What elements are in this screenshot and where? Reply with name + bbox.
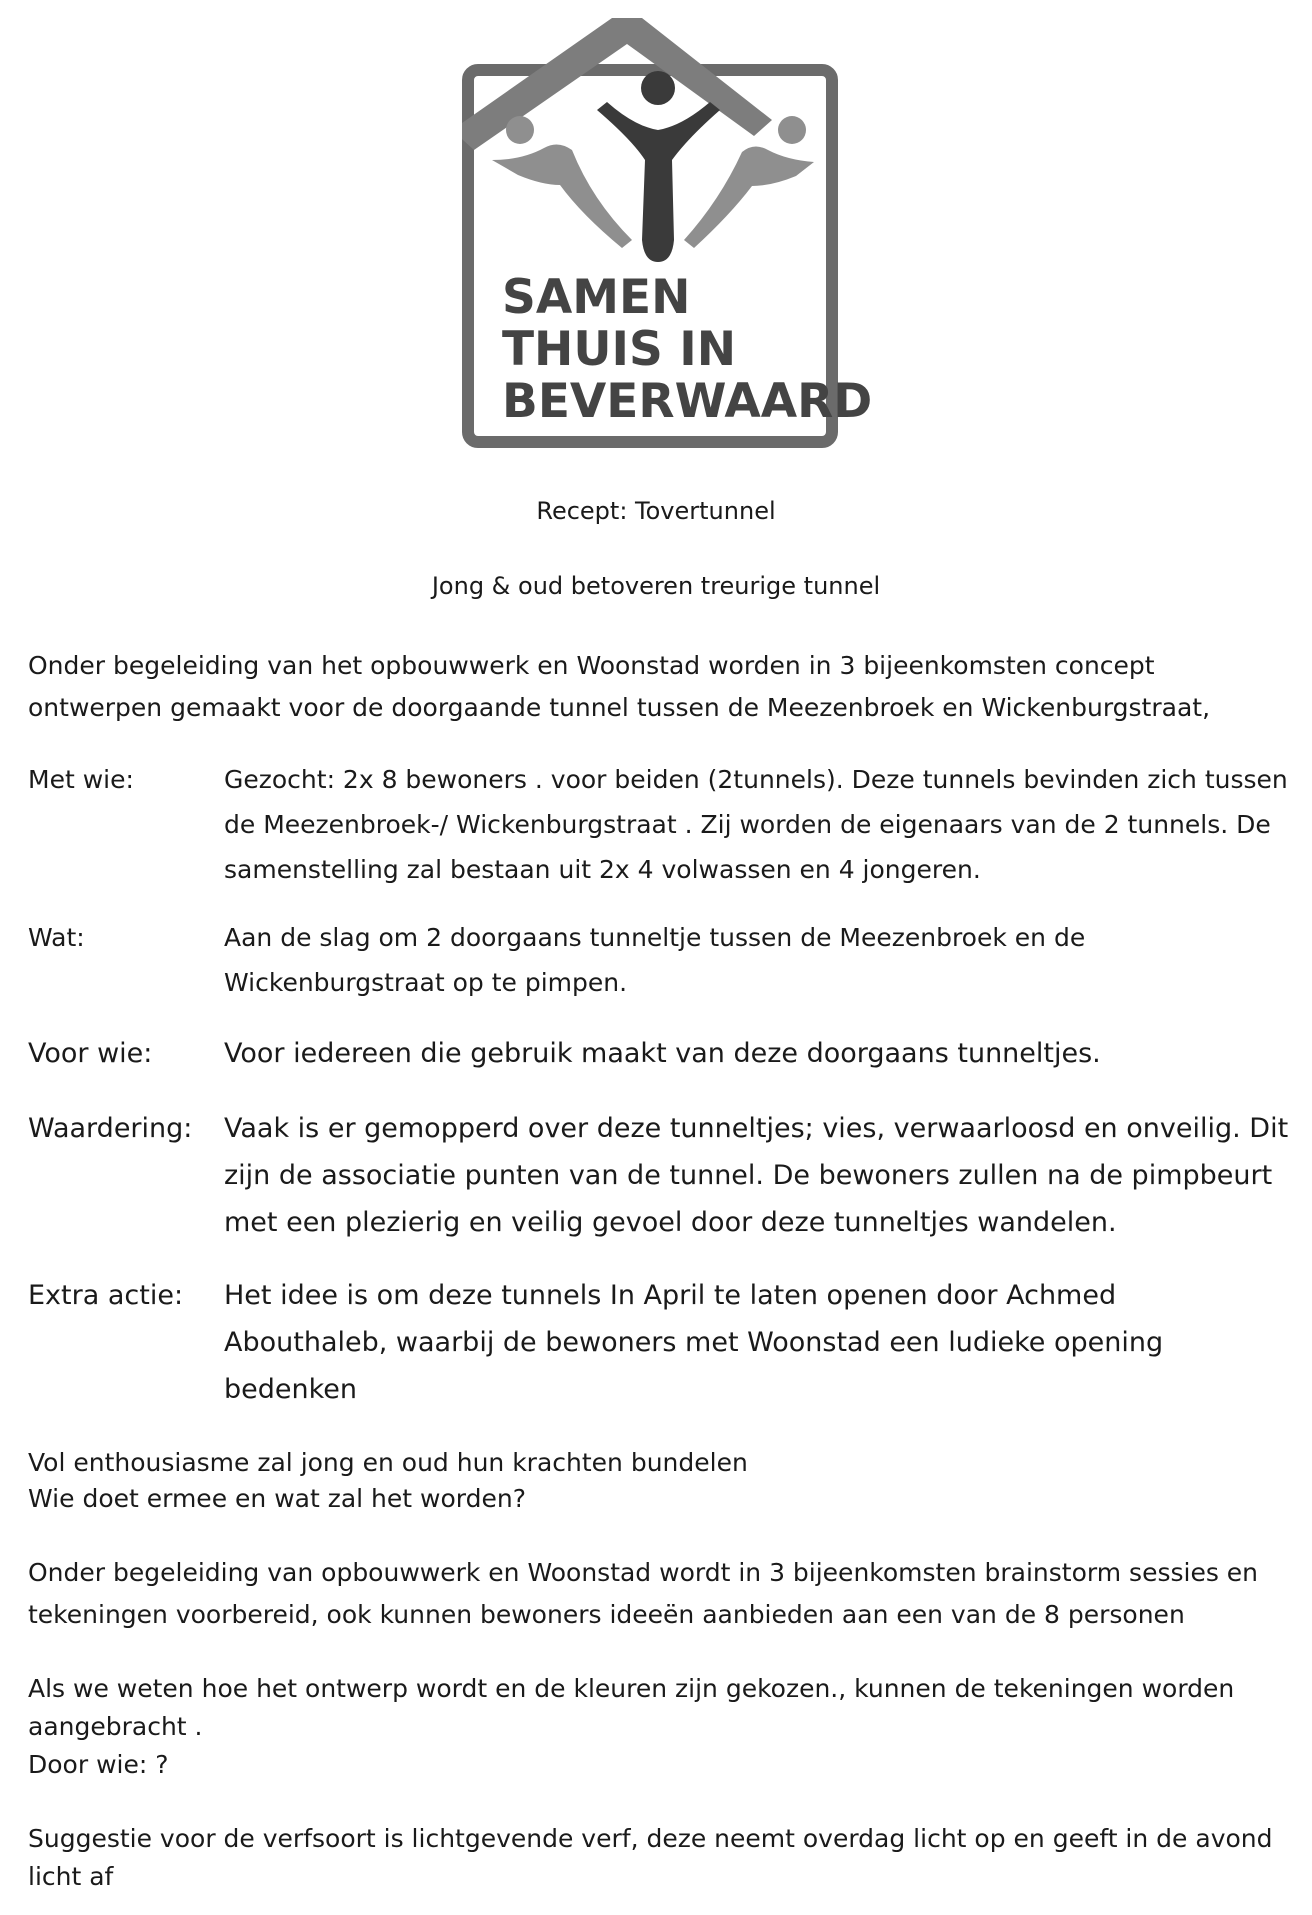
- samen-thuis-in-beverwaard-logo: [462, 10, 873, 450]
- detail-label: Waardering:: [28, 1113, 193, 1144]
- detail-line: Het idee is om deze tunnels In April te laten openen door Achmed: [224, 1280, 1117, 1311]
- detail-line: Abouthaleb, waarbij de bewoners met Woonstad een ludieke opening: [224, 1327, 1164, 1358]
- closing-paragraph: [28, 1552, 1288, 1636]
- detail-label: Wat:: [28, 923, 85, 952]
- detail-line: Wickenburgstraat op te pimpen.: [224, 968, 628, 997]
- detail-text: [224, 757, 1288, 892]
- detail-line: samenstelling zal bestaan uit 2x 4 volwassen en 4 jongeren.: [224, 855, 981, 884]
- detail-label: Met wie:: [28, 765, 134, 794]
- detail-text: [224, 1272, 1163, 1413]
- detail-text: [224, 1030, 1101, 1077]
- detail-line: Voor iedereen die gebruik maakt van deze doorgaans tunneltjes.: [224, 1038, 1101, 1069]
- logo-line: SAMEN: [502, 270, 691, 325]
- paragraph-line: Vol enthousiasme zal jong en oud hun krachten bundelen: [28, 1448, 748, 1477]
- closing-paragraph: [28, 1670, 1288, 1784]
- detail-line: zijn de associatie punten van de tunnel. De bewoners zullen na de pimpbeurt: [224, 1160, 1273, 1191]
- paragraph-line: ontwerpen gemaakt voor de doorgaande tunnel tussen de Meezenbroek en Wickenburgstraat,: [28, 693, 1211, 722]
- detail-line: Aan de slag om 2 doorgaans tunneltje tussen de Meezenbroek en de: [224, 923, 1086, 952]
- paragraph-line: Onder begeleiding van het opbouwwerk en Woonstad worden in 3 bijeenkomsten concept: [28, 651, 1155, 680]
- paragraph-line: Door wie: ?: [28, 1750, 169, 1779]
- detail-text: [224, 1105, 1288, 1246]
- detail-line: Vaak is er gemopperd over deze tunneltjes; vies, verwaarloosd en onveilig. Dit: [224, 1113, 1289, 1144]
- closing-paragraph: [28, 1820, 1288, 1896]
- detail-line: met een plezierig en veilig gevoel door deze tunneltjes wandelen.: [224, 1207, 1117, 1238]
- logo-wordmark: [502, 272, 872, 428]
- document-title: Recept: Tovertunnel: [536, 497, 776, 525]
- paragraph-line: Wie doet ermee en wat zal het worden?: [28, 1484, 526, 1513]
- detail-line: de Meezenbroek-/ Wickenburgstraat . Zij worden de eigenaars van de 2 tunnels. De: [224, 810, 1271, 839]
- paragraph-line: Suggestie voor de verfsoort is lichtgevende verf, deze neemt overdag licht op en geeft in de avond: [28, 1824, 1273, 1853]
- logo-line: BEVERWAARD: [502, 374, 873, 429]
- closing-paragraph: [28, 1445, 1288, 1517]
- logo-line: THUIS IN: [502, 322, 737, 377]
- paragraph-line: Onder begeleiding van opbouwwerk en Woonstad wordt in 3 bijeenkomsten brainstorm sessies en: [28, 1558, 1259, 1587]
- document-subtitle: Jong & oud betoveren treurige tunnel: [431, 572, 881, 600]
- paragraph-line: licht af: [28, 1862, 114, 1891]
- paragraph-line: tekeningen voorbereid, ook kunnen bewoners ideeën aanbieden aan een van de 8 personen: [28, 1600, 1185, 1629]
- intro-paragraph: [28, 645, 1288, 729]
- paragraph-line: aangebracht .: [28, 1712, 203, 1741]
- detail-line: Gezocht: 2x 8 bewoners . voor beiden (2tunnels). Deze tunnels bevinden zich tussen: [224, 765, 1288, 794]
- detail-text: [224, 915, 1085, 1005]
- detail-label: Extra actie:: [28, 1280, 184, 1311]
- detail-label: Voor wie:: [28, 1038, 153, 1069]
- paragraph-line: Als we weten hoe het ontwerp wordt en de kleuren zijn gekozen., kunnen de tekeningen worden: [28, 1674, 1235, 1703]
- detail-line: bedenken: [224, 1374, 358, 1405]
